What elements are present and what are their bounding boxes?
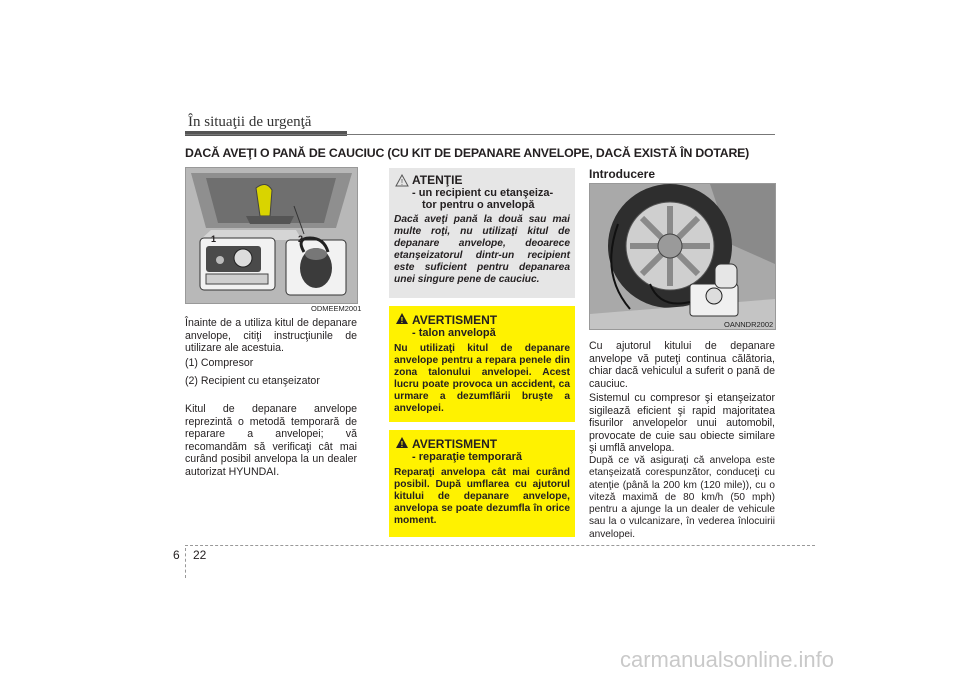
svg-text:!: ! xyxy=(400,178,404,187)
warning-bead-subtitle: - talon anvelopă xyxy=(412,327,496,339)
svg-text:!: ! xyxy=(400,316,404,325)
intro-paragraph-right-3: După ce vă asiguraţi că anvelopa este etanşeizată corespunzător, conduceţi cu atenţie (până la 200 km (120 mile)), cu o viteză maximă de 80 km/h (50 mph) pentru a ajunge la un dealer de vehicule sau la o vulcanizare, în vederea înlocuirii anvelopei. xyxy=(589,455,775,540)
watermark: carmanualsonline.info xyxy=(620,647,835,672)
footer-divider xyxy=(185,548,186,578)
chapter-title: În situaţii de urgenţă xyxy=(188,114,312,130)
caution-body: Dacă aveţi pană la două sau mai multe roţi, nu utilizaţi kitul de depanare anvelope, deoarece etanşeizatorul dintr-un recipient este suficient pentru depanarea unei singure pene de cauciuc. xyxy=(394,214,570,285)
header-rule xyxy=(185,134,775,135)
page-number: 22 xyxy=(193,548,207,562)
intro-paragraph-right-1: Cu ajutorul kitului de depanare anvelope vă puteţi continua călătoria, chiar dacă vehiculul a suferit o pană de cauciuc. xyxy=(589,340,775,390)
svg-text:!: ! xyxy=(400,440,404,449)
list-item-compressor: (1) Compresor xyxy=(185,357,254,369)
caution-box xyxy=(389,168,575,298)
caution-title: ATENŢIE xyxy=(412,173,463,187)
section-title: DACĂ AVEŢI O PANĂ DE CAUCIUC (CU KIT DE DEPANARE ANVELOPE, DACĂ EXISTĂ ÎN DOTARE) xyxy=(185,146,750,160)
caution-triangle-icon xyxy=(395,174,409,187)
image-code-left: ODMEEM2001 xyxy=(311,304,362,313)
list-item-sealant: (2) Recipient cu etanşeizator xyxy=(185,375,320,387)
warning-triangle-icon xyxy=(395,312,409,325)
warning-box-bead xyxy=(389,306,575,422)
image-code-right: OANNDR2002 xyxy=(724,320,774,329)
intro-paragraph-right-2: Sistemul cu compresor şi etanşeizator sigilează eficient şi rapid majoritatea fisurilor anvelopelor unui automobil, provocate de cuie sau obiecte similare şi umflă anvelopa. xyxy=(589,392,775,455)
caution-subtitle-line1: - un recipient cu etanşeiza- xyxy=(412,187,554,199)
footer-rule xyxy=(185,545,815,546)
trunk-kit-illustration xyxy=(185,167,358,304)
wheel-compressor-illustration xyxy=(589,183,776,330)
caution-subtitle-line2: tor pentru o anvelopă xyxy=(422,199,535,211)
wheel-compressor-drawing xyxy=(590,184,775,329)
callout-sealant: 2 xyxy=(298,234,304,244)
kit-description-paragraph: Kitul de depanare anvelope reprezintă o metodă temporară de reparare a anvelopei; vă recomandăm să verificaţi cât mai curând posibil anvelopa la un dealer autorizat HYUNDAI. xyxy=(185,403,357,478)
chapter-number: 6 xyxy=(173,548,180,562)
warning-temporary-subtitle: - reparaţie temporară xyxy=(412,451,523,463)
warning-bead-body: Nu utilizaţi kitul de depanare anvelope pentru a repara penele din zona talonului anvelopei. Acest lucru poate provoca un accident, ca urmare a dezumflării bruşte a anvelopei. xyxy=(394,343,570,414)
intro-paragraph: Înainte de a utiliza kitul de depanare anvelope, citiţi instrucţiunile de utilizare ale acestuia. xyxy=(185,317,357,355)
warning-temporary-title: AVERTISMENT xyxy=(412,437,498,451)
warning-temporary-body: Reparaţi anvelopa cât mai curând posibil. După umflarea cu ajutorul kitului de depanare anvelope, anvelopa se poate dezumfla în orice moment. xyxy=(394,467,570,526)
warning-bead-title: AVERTISMENT xyxy=(412,313,498,327)
warning-triangle-icon xyxy=(395,436,409,449)
callout-compressor: 1 xyxy=(211,234,217,244)
introducere-heading: Introducere xyxy=(589,167,656,181)
warning-box-temporary xyxy=(389,430,575,537)
